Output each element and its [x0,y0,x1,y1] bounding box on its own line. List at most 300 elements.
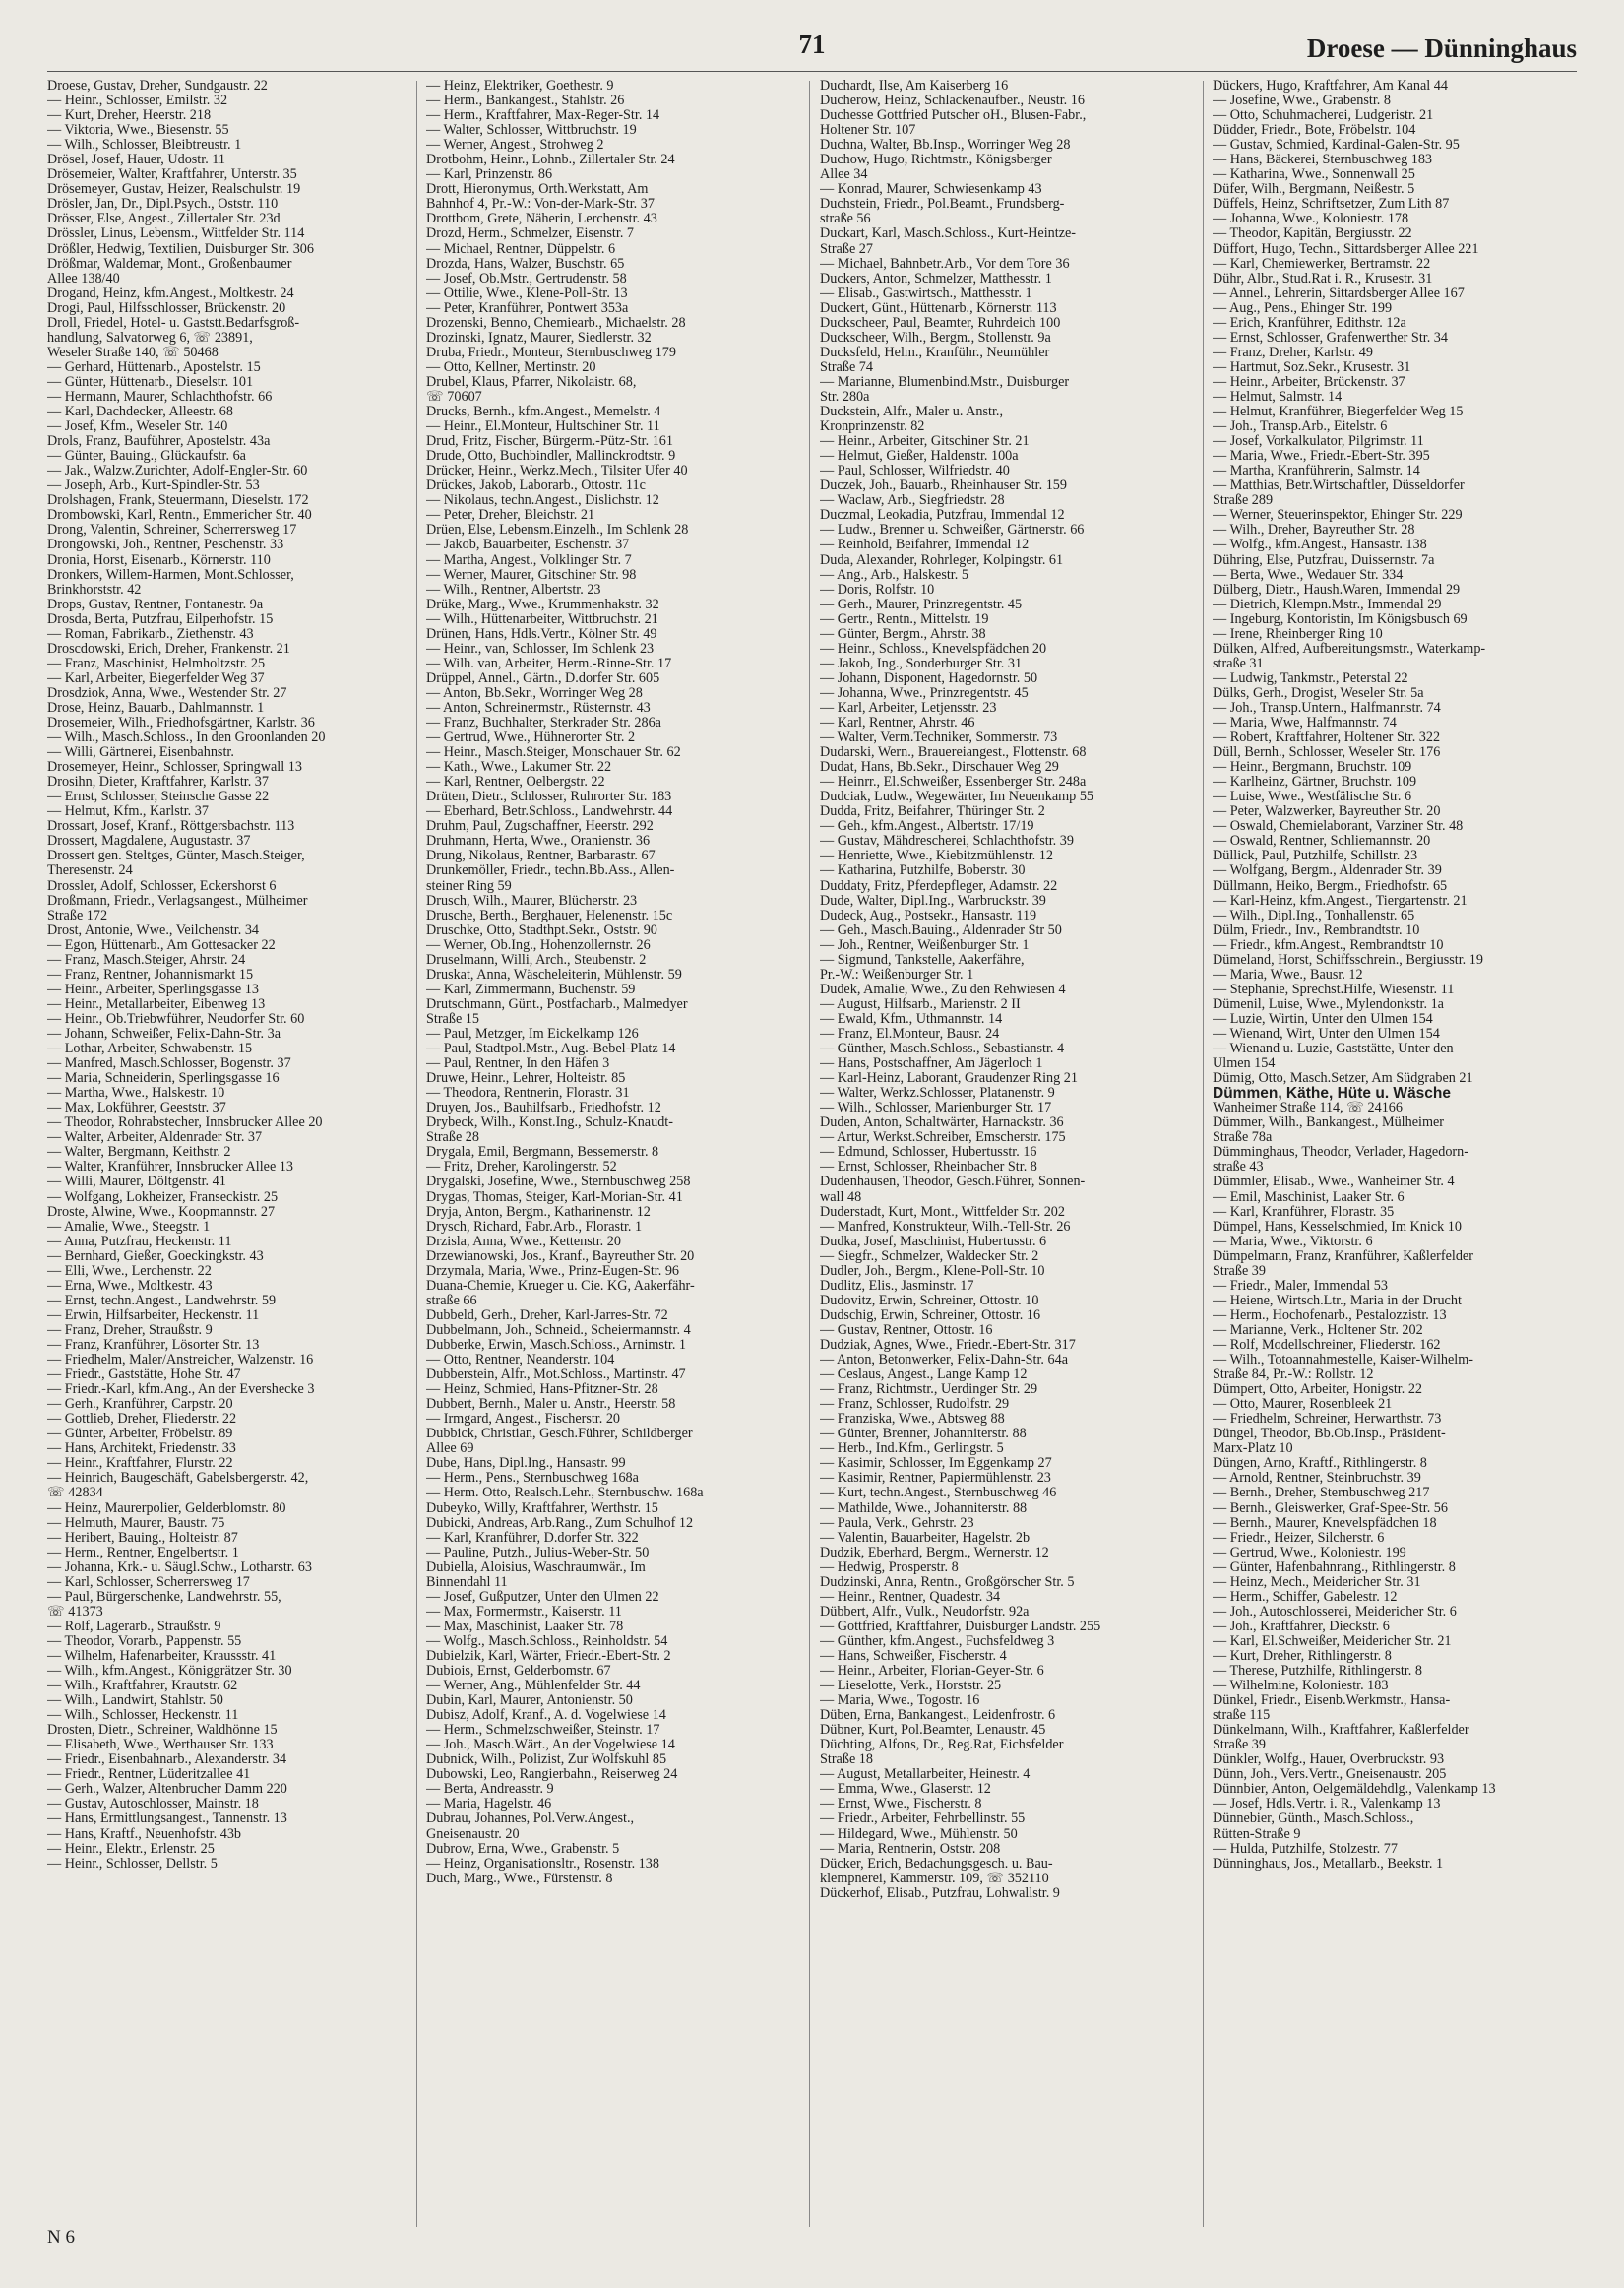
directory-entry: Dübbert, Alfr., Vulk., Neudorfstr. 92a [820,1603,1030,1620]
directory-entry: — Eberhard, Betr.Schloss., Landwehrstr. 44 [426,803,673,820]
directory-entry: — Robert, Kraftfahrer, Holtener Str. 322 [1213,730,1441,746]
directory-entry: — Heinr., Rentner, Quadestr. 34 [820,1588,1001,1605]
directory-entry: Ulmen 154 [1213,1055,1276,1072]
directory-entry: Dudzik, Eberhard, Bergm., Wernerstr. 12 [820,1544,1049,1560]
directory-entry: — Anton, Schreinermstr., Rüsternstr. 43 [426,699,651,716]
directory-entry: — Karl, Kranführer, D.dorfer Str. 322 [426,1529,639,1546]
directory-entry: — Pauline, Putzh., Julius-Weber-Str. 50 [426,1544,650,1560]
directory-entry: — Karl, Rentner, Ahrstr. 46 [820,715,975,731]
directory-entry: — Walter, Verm.Techniker, Sommerstr. 73 [820,730,1058,746]
directory-entry: Dücker, Erich, Bedachungsgesch. u. Bau- [820,1855,1053,1872]
directory-entry: Allee 138/40 [47,270,120,286]
directory-entry: — Peter, Walzwerker, Bayreuther Str. 20 [1213,803,1441,820]
directory-entry: Düben, Erna, Bankangest., Leidenfrostr. 6 [820,1707,1056,1724]
directory-entry: — Wilh., Dipl.Ing., Tonhallenstr. 65 [1213,907,1415,923]
directory-entry: Drunkemöller, Friedr., techn.Bb.Ass., Allen- [426,862,675,879]
directory-entry: — Heinr., Masch.Steiger, Monschauer Str. 62 [426,744,681,761]
directory-entry: Dubiois, Ernst, Gelderbomstr. 67 [426,1663,611,1680]
directory-column-4 [1213,79,1596,1872]
directory-entry: — Michael, Bahnbetr.Arb., Vor dem Tore 36 [820,255,1070,272]
directory-entry: — Ernst, Schlosser, Steinsche Gasse 22 [47,789,270,805]
directory-entry: — Heinz, Mech., Meidericher Str. 31 [1213,1573,1421,1590]
directory-entry: — Katharina, Wwe., Sonnenwall 25 [1213,166,1415,183]
directory-entry: — Heinrr., El.Schweißer, Essenberger Str. 248a [820,774,1087,791]
directory-entry: Drygala, Emil, Bergmann, Bessemerstr. 8 [426,1144,659,1161]
directory-entry: — Waclaw, Arb., Siegfriedstr. 28 [820,492,1005,509]
directory-entry: — Friedhelm, Schreiner, Herwarthstr. 73 [1213,1411,1442,1428]
header-rule [47,71,1577,72]
directory-entry: Drozd, Herm., Schmelzer, Eisenstr. 7 [426,225,635,242]
directory-entry: — Franz, Masch.Steiger, Ahrstr. 24 [47,951,246,968]
directory-entry: — Theodor, Vorarb., Pappenstr. 55 [47,1632,242,1649]
directory-entry: — Ernst, Schlosser, Rheinbacher Str. 8 [820,1159,1037,1176]
directory-entry: Dubowski, Leo, Rangierbahn., Reiserweg 24 [426,1766,678,1783]
directory-entry: Dudeck, Aug., Postsekr., Hansastr. 119 [820,907,1037,923]
directory-entry: — Karl, Zimmermann, Buchenstr. 59 [426,981,636,997]
directory-entry: steiner Ring 59 [426,877,512,894]
directory-entry: — Annel., Lehrerin, Sittardsberger Allee 167 [1213,285,1465,301]
directory-entry: — Gertr., Rentn., Mittelstr. 19 [820,610,989,627]
directory-entry: — Ewald, Kfm., Uthmannstr. 14 [820,1010,1003,1027]
directory-entry: Dünkelmann, Wilh., Kraftfahrer, Kaßlerfelder [1213,1722,1469,1739]
directory-entry: — Heinr., Schlosser, Emilstr. 32 [47,93,228,109]
directory-entry: Drubel, Klaus, Pfarrer, Nikolaistr. 68, [426,373,637,390]
directory-entry: Dudler, Joh., Bergm., Klene-Poll-Str. 10 [820,1262,1045,1279]
directory-entry: Drösemeyer, Gustav, Heizer, Realschulstr. 19 [47,181,301,198]
directory-entry: — Ceslaus, Angest., Lange Kamp 12 [820,1366,1028,1383]
directory-entry: Drotbohm, Heinr., Lohnb., Zillertaler Str. 24 [426,152,675,168]
directory-entry: Düllmann, Heiko, Bergm., Friedhofstr. 65 [1213,877,1448,894]
directory-entry: Drottbom, Grete, Näherin, Lerchenstr. 43 [426,211,657,227]
directory-entry: — Irmgard, Angest., Fischerstr. 20 [426,1411,621,1428]
directory-entry: — Joh., Kraftfahrer, Dieckstr. 6 [1213,1618,1390,1634]
directory-entry: — Rolf, Lagerarb., Straußstr. 9 [47,1618,221,1634]
directory-entry: — Friedr., Gaststätte, Hohe Str. 47 [47,1366,241,1383]
directory-entry: Dubrow, Erna, Wwe., Grabenstr. 5 [426,1840,620,1857]
directory-entry: Drösel, Josef, Hauer, Udostr. 11 [47,152,225,168]
directory-entry: — Heinr., Schlosser, Dellstr. 5 [47,1855,218,1872]
directory-entry: — Werner, Ob.Ing., Hohenzollernstr. 26 [426,936,651,953]
directory-entry: Holtener Str. 107 [820,122,916,139]
directory-entry: Droll, Friedel, Hotel- u. Gaststt.Bedarfsgroß- [47,314,300,331]
directory-entry: — Viktoria, Wwe., Biesenstr. 55 [47,122,229,139]
directory-entry: — Herm., Schiffer, Gabelestr. 12 [1213,1588,1398,1605]
directory-entry: Drosda, Berta, Putzfrau, Eilperhofstr. 15 [47,610,274,627]
directory-entry: — Werner, Maurer, Gitschiner Str. 98 [426,566,637,583]
directory-entry: Dubisz, Adolf, Kranf., A. d. Vogelwiese 14 [426,1707,666,1724]
directory-entry: Brinkhorststr. 42 [47,581,142,598]
directory-entry: Ducherow, Heinz, Schlackenaufber., Neustr. 16 [820,93,1085,109]
directory-entry: — Johanna, Wwe., Prinzregentstr. 45 [820,684,1029,701]
directory-entry: — Marianne, Verk., Holtener Str. 202 [1213,1321,1423,1338]
directory-entry: — Gottlieb, Dreher, Fliederstr. 22 [47,1411,237,1428]
directory-entry: Dühring, Else, Putzfrau, Duissernstr. 7a [1213,551,1435,568]
directory-entry: Dubbelmann, Joh., Schneid., Scheiermannstr. 4 [426,1321,691,1338]
directory-entry: Drößler, Hedwig, Textilien, Duisburger Str. 306 [47,240,314,257]
directory-entry: — Maria, Wwe., Togostr. 16 [820,1692,980,1709]
directory-entry: — Werner, Steuerinspektor, Ehinger Str. 229 [1213,507,1463,524]
directory-entry: — Walter, Arbeiter, Aldenrader Str. 37 [47,1129,263,1146]
directory-entry: — Kasimir, Rentner, Papiermühlenstr. 23 [820,1470,1051,1487]
directory-entry: Duckstein, Alfr., Maler u. Anstr., [820,404,1003,420]
directory-entry: — Doris, Rolfstr. 10 [820,581,935,598]
directory-entry: straße 43 [1213,1159,1264,1176]
directory-entry: Str. 280a [820,388,870,405]
directory-entry: Drüke, Marg., Wwe., Krummenhakstr. 32 [426,596,659,612]
directory-entry: — Lothar, Arbeiter, Schwabenstr. 15 [47,1041,253,1057]
directory-entry: Dubicki, Andreas, Arb.Rang., Zum Schulhof 12 [426,1514,694,1531]
directory-entry: Straße 15 [426,1010,479,1027]
directory-entry: ☏ 70607 [426,388,482,405]
directory-entry: Dülken, Alfred, Aufbereitungsmstr., Waterkamp- [1213,640,1486,657]
directory-entry: — August, Hilfsarb., Marienstr. 2 II [820,995,1021,1012]
directory-entry: Bahnhof 4, Pr.-W.: Von-der-Mark-Str. 37 [426,196,655,213]
directory-entry: — Josef, Kfm., Weseler Str. 140 [47,418,228,435]
directory-entry: Druhm, Paul, Zugschaffner, Heerstr. 292 [426,818,654,835]
directory-entry: — Erwin, Hilfsarbeiter, Heckenstr. 11 [47,1306,260,1323]
directory-entry: Dümig, Otto, Masch.Setzer, Am Südgraben 21 [1213,1070,1473,1087]
directory-entry: — Kasimir, Schlosser, Im Eggenkamp 27 [820,1455,1052,1472]
directory-entry: — Otto, Rentner, Neanderstr. 104 [426,1352,615,1368]
directory-entry: — Gustav, Autoschlosser, Mainstr. 18 [47,1796,259,1812]
directory-entry: — Herb., Ind.Kfm., Gerlingstr. 5 [820,1440,1004,1457]
directory-entry: Dülm, Friedr., Inv., Rembrandtstr. 10 [1213,922,1420,938]
directory-entry: — Roman, Fabrikarb., Ziethenstr. 43 [47,625,254,642]
directory-entry: Drossart, Josef, Kranf., Röttgersbachstr. 113 [47,818,295,835]
directory-entry: Dümpel, Hans, Kesselschmied, Im Knick 10 [1213,1218,1462,1235]
directory-entry: Allee 69 [426,1440,474,1457]
directory-entry: — Erna, Wwe., Moltkestr. 43 [47,1277,213,1294]
directory-entry: — Jakob, Bauarbeiter, Eschenstr. 37 [426,537,630,553]
directory-entry: Duda, Alexander, Rohrleger, Kolpingstr. 61 [820,551,1064,568]
directory-entry: Drösler, Jan, Dr., Dipl.Psych., Oststr. 110 [47,196,279,213]
directory-entry: — Siegfr., Schmelzer, Waldecker Str. 2 [820,1247,1039,1264]
directory-entry: — Günter, Brenner, Johanniterstr. 88 [820,1426,1027,1442]
directory-entry: — Heinz, Elektriker, Goethestr. 9 [426,79,614,94]
directory-entry: — Konrad, Maurer, Schwiesenkamp 43 [820,181,1042,198]
directory-entry: Dudenhausen, Theodor, Gesch.Führer, Sonnen- [820,1174,1086,1190]
directory-entry: Dückers, Hugo, Kraftfahrer, Am Kanal 44 [1213,79,1448,94]
directory-entry: Dudziak, Agnes, Wwe., Friedr.-Ebert-Str. 317 [820,1336,1076,1353]
directory-entry: — Karl, Dachdecker, Alleestr. 68 [47,404,233,420]
directory-entry: Duczek, Joh., Bauarb., Rheinhauser Str. 159 [820,477,1067,494]
directory-entry: — Rolf, Modellschreiner, Fliederstr. 162 [1213,1336,1441,1353]
directory-entry: — Heinr., Arbeiter, Brückenstr. 37 [1213,373,1405,390]
directory-entry: Dudda, Fritz, Beifahrer, Thüringer Str. 2 [820,803,1045,820]
directory-entry: — Heinrich, Baugeschäft, Gabelsbergerstr. 42, [47,1470,309,1487]
directory-entry: Duana-Chemie, Krueger u. Cie. KG, Aakerfähr- [426,1277,695,1294]
directory-entry: straße 31 [1213,655,1264,671]
directory-entry: Druhmann, Herta, Wwe., Oranienstr. 36 [426,833,651,850]
directory-entry: Dubbert, Bernh., Maler u. Anstr., Heerstr. 58 [426,1396,676,1413]
directory-entry: Düdder, Friedr., Bote, Fröbelstr. 104 [1213,122,1416,139]
directory-entry: Drops, Gustav, Rentner, Fontanestr. 9a [47,596,264,612]
directory-entry: Dudat, Hans, Bb.Sekr., Dirschauer Weg 29 [820,759,1059,776]
directory-entry: — Wolfgang, Bergm., Aldenrader Str. 39 [1213,862,1442,879]
directory-entry: ☏ 42834 [47,1485,103,1501]
directory-entry: Dülberg, Dietr., Haush.Waren, Immendal 29 [1213,581,1461,598]
directory-entry: — Matthias, Betr.Wirtschaftler, Düsseldorfer [1213,477,1465,494]
directory-entry: — Joh., Transp.Untern., Halfmannstr. 74 [1213,699,1441,716]
directory-entry: — Friedr., Arbeiter, Fehrbellinstr. 55 [820,1811,1026,1827]
directory-entry: — Anton, Betonwerker, Felix-Dahn-Str. 64a [820,1352,1069,1368]
directory-entry: Dünnebier, Günth., Masch.Schloss., [1213,1811,1414,1827]
directory-entry: handlung, Salvatorweg 6, ☏ 23891, [47,329,253,346]
directory-entry: — Wolfg., kfm.Angest., Hansastr. 138 [1213,537,1427,553]
directory-entry: Dube, Hans, Dipl.Ing., Hansastr. 99 [426,1455,626,1472]
directory-entry: — Helmuth, Maurer, Baustr. 75 [47,1514,225,1531]
directory-entry: Dubeyko, Willy, Kraftfahrer, Werthstr. 15 [426,1499,658,1516]
directory-entry: — Paul, Schlosser, Wilfriedstr. 40 [820,463,1010,479]
directory-entry: — Franz, Dreher, Straußstr. 9 [47,1321,213,1338]
directory-entry: — Lieselotte, Verk., Horststr. 25 [820,1678,1002,1694]
directory-entry: — Kurt, techn.Angest., Sternbuschweg 46 [820,1485,1057,1501]
directory-entry: Theresenstr. 24 [47,862,133,879]
directory-entry: — Irene, Rheinberger Ring 10 [1213,625,1383,642]
directory-entry: — Heinz, Maurerpolier, Gelderblomstr. 80 [47,1499,286,1516]
directory-entry: Duchardt, Ilse, Am Kaiserberg 16 [820,79,1009,94]
directory-entry: — Heinr., Arbeiter, Florian-Geyer-Str. 6 [820,1663,1044,1680]
directory-entry: Dümmer, Wilh., Bankangest., Mülheimer [1213,1114,1445,1131]
directory-entry: — Wolfgang, Lokheizer, Franseckistr. 25 [47,1188,279,1205]
directory-entry: — Nikolaus, techn.Angest., Dislichstr. 12 [426,492,659,509]
directory-entry: — Hildegard, Wwe., Mühlenstr. 50 [820,1825,1018,1842]
directory-entry: — Günter, Hafenbahnrang., Rithlingerstr. 8 [1213,1558,1456,1575]
directory-entry: Droßmann, Friedr., Verlagsangest., Mülheimer [47,892,308,909]
directory-entry: — Paul, Bürgerschenke, Landwehrstr. 55, [47,1588,281,1605]
directory-entry: — Elli, Wwe., Lerchenstr. 22 [47,1262,212,1279]
directory-entry: — Peter, Dreher, Bleichstr. 21 [426,507,595,524]
directory-entry: Weseler Straße 140, ☏ 50468 [47,344,219,360]
directory-entry: — Jakob, Ing., Sonderburger Str. 31 [820,655,1023,671]
directory-entry: Dübner, Kurt, Pol.Beamter, Lenaustr. 45 [820,1722,1046,1739]
directory-entry: Marx-Platz 10 [1213,1440,1293,1457]
directory-entry: Duderstadt, Kurt, Mont., Wittfelder Str. 202 [820,1203,1065,1220]
directory-entry: — Maria, Hagelstr. 46 [426,1796,552,1812]
directory-entry: — Paula, Verk., Gehrstr. 23 [820,1514,974,1531]
directory-entry: — Manfred, Masch.Schlosser, Bogenstr. 37 [47,1055,291,1072]
directory-entry: Dülks, Gerh., Drogist, Weseler Str. 5a [1213,684,1424,701]
directory-entry: Drusch, Wilh., Maurer, Blücherstr. 23 [426,892,638,909]
directory-entry: Duchstein, Friedr., Pol.Beamt., Frundsberg- [820,196,1065,213]
directory-entry: — Joseph, Arb., Kurt-Spindler-Str. 53 [47,477,260,494]
directory-entry: — Sigmund, Tankstelle, Aakerfähre, [820,951,1025,968]
directory-entry: — Johann, Schweißer, Felix-Dahn-Str. 3a [47,1026,281,1042]
directory-entry: — Peter, Kranführer, Pontwert 353a [426,299,629,316]
directory-entry: — Ludwig, Tankmstr., Peterstal 22 [1213,669,1408,686]
directory-entry: Drüppel, Annel., Gärtn., D.dorfer Str. 605 [426,669,660,686]
directory-entry: Drygalski, Josefine, Wwe., Sternbuschweg 258 [426,1174,691,1190]
directory-entry: Dühr, Albr., Stud.Rat i. R., Krusestr. 31 [1213,270,1433,286]
directory-entry: Dubbick, Christian, Gesch.Führer, Schildberger [426,1426,693,1442]
directory-entry: Drozinski, Ignatz, Maurer, Siedlerstr. 32 [426,329,652,346]
directory-entry: — Wilh., Hüttenarbeiter, Wittbruchstr. 21 [426,610,658,627]
directory-entry: — Günther, kfm.Angest., Fuchsfeldweg 3 [820,1632,1055,1649]
directory-entry: — Fritz, Dreher, Karolingerstr. 52 [426,1159,617,1176]
directory-entry: — Karlheinz, Gärtner, Bruchstr. 109 [1213,774,1417,791]
directory-entry: Drude, Otto, Buchbindler, Mallinckrodtstr. 9 [426,448,676,465]
directory-entry: — Karl, Prinzenstr. 86 [426,166,553,183]
directory-entry: straße 66 [426,1292,477,1308]
directory-entry: — Hermann, Maurer, Schlachthofstr. 66 [47,388,273,405]
directory-entry: Straße 39 [1213,1737,1266,1753]
directory-entry: Druyen, Jos., Bauhilfsarb., Friedhofstr. 12 [426,1100,661,1116]
directory-entry: Duchesse Gottfried Putscher oH., Blusen-Fabr., [820,107,1087,124]
directory-entry: Drücker, Heinr., Werkz.Mech., Tilsiter Ufer 40 [426,463,688,479]
directory-entry: Kronprinzenstr. 82 [820,418,925,435]
directory-entry: Duden, Anton, Schaltwärter, Harnackstr. 36 [820,1114,1064,1131]
directory-entry: — Bernh., Gleiswerker, Graf-Spee-Str. 56 [1213,1499,1448,1516]
directory-entry: Droese, Gustav, Dreher, Sundgaustr. 22 [47,79,268,94]
directory-entry: — Berta, Wwe., Wedauer Str. 334 [1213,566,1404,583]
directory-entry: Straße 27 [820,240,873,257]
directory-entry: — Günter, Bergm., Ahrstr. 38 [820,625,986,642]
directory-entry: Drossert gen. Steltges, Günter, Masch.Steiger, [47,848,305,864]
directory-entry: — Herm., Kraftfahrer, Max-Reger-Str. 14 [426,107,660,124]
directory-entry: — Günter, Arbeiter, Fröbelstr. 89 [47,1426,233,1442]
directory-entry: — Jak., Walzw.Zurichter, Adolf-Engler-Str. 60 [47,463,308,479]
directory-entry: — Heinr., El.Monteur, Hultschiner Str. 11 [426,418,660,435]
directory-entry: — Kath., Wwe., Lakumer Str. 22 [426,759,612,776]
directory-entry: — Günter, Bauing., Glückaufstr. 6a [47,448,246,465]
directory-entry: Drud, Fritz, Fischer, Bürgerm.-Pütz-Str. 161 [426,433,673,450]
directory-entry: — Hedwig, Prosperstr. 8 [820,1558,959,1575]
directory-entry: — Herm., Hochofenarb., Pestalozzistr. 13 [1213,1306,1447,1323]
directory-entry: Drozda, Hans, Walzer, Buschstr. 65 [426,255,625,272]
directory-entry: wall 48 [820,1188,862,1205]
directory-entry: Dudarski, Wern., Brauereiangest., Flottenstr. 68 [820,744,1087,761]
directory-entry: — Heinz, Schmied, Hans-Pfitzner-Str. 28 [426,1381,658,1398]
directory-entry: Drutschmann, Günt., Postfacharb., Malmedyer [426,995,688,1012]
directory-entry: — Wilh. van, Arbeiter, Herm.-Rinne-Str. 17 [426,655,672,671]
directory-entry: — Edmund, Schlosser, Hubertusstr. 16 [820,1144,1037,1161]
directory-entry: — Katharina, Putzhilfe, Boberstr. 30 [820,862,1026,879]
directory-entry: Duddaty, Fritz, Pferdepfleger, Adamstr. 22 [820,877,1058,894]
directory-entry: — Hans, Architekt, Friedenstr. 33 [47,1440,236,1457]
directory-entry: — Günter, Hüttenarb., Dieselstr. 101 [47,373,254,390]
directory-entry: — Helmut, Kranführer, Biegerfelder Weg 15 [1213,404,1464,420]
directory-entry: Drosihn, Dieter, Kraftfahrer, Karlstr. 37 [47,774,269,791]
page-number: 71 [798,30,826,59]
directory-entry: — Josef, Ob.Mstr., Gertrudenstr. 58 [426,270,627,286]
directory-entry: — Heinr., Schloss., Knevelspfädchen 20 [820,640,1047,657]
directory-entry: Straße 74 [820,358,873,375]
directory-entry: — Wilh., Schlosser, Marienburger Str. 17 [820,1100,1052,1116]
directory-entry: — Artur, Werkst.Schreiber, Emscherstr. 175 [820,1129,1066,1146]
directory-entry: Drossert, Magdalene, Augustastr. 37 [47,833,251,850]
directory-entry: Drückes, Jakob, Laborarb., Ottostr. 11c [426,477,646,494]
directory-entry: — Walter, Kranführer, Innsbrucker Allee 13 [47,1159,293,1176]
directory-entry: — Heinr., Elektr., Erlenstr. 25 [47,1840,215,1857]
directory-entry: — Dietrich, Klempn.Mstr., Immendal 29 [1213,596,1442,612]
directory-entry: — Walter, Bergmann, Keithstr. 2 [47,1144,231,1161]
directory-entry: Drott, Hieronymus, Orth.Werkstatt, Am [426,181,649,198]
directory-entry: — Martha, Kranführerin, Salmstr. 14 [1213,463,1420,479]
directory-entry: Drossler, Adolf, Schlosser, Eckershorst 6 [47,877,277,894]
directory-entry: — Willi, Maurer, Döltgenstr. 41 [47,1174,226,1190]
directory-entry: Drünen, Hans, Hdls.Vertr., Kölner Str. 49 [426,625,657,642]
directory-entry: — Bernh., Dreher, Sternbuschweg 217 [1213,1485,1430,1501]
directory-entry: — Heinr., Ob.Triebwführer, Neudorfer Str. 60 [47,1010,305,1027]
directory-entry: — August, Metallarbeiter, Heinestr. 4 [820,1766,1031,1783]
directory-entry: Drüten, Dietr., Schlosser, Ruhrorter Str. 183 [426,789,672,805]
directory-entry: Dude, Walter, Dipl.Ing., Warbruckstr. 39 [820,892,1046,909]
directory-entry: — Franz, Dreher, Karlstr. 49 [1213,344,1373,360]
directory-entry: — Karl, Schlosser, Scherrersweg 17 [47,1573,250,1590]
directory-entry: — Gertrud, Wwe., Hühnerorter Str. 2 [426,730,636,746]
directory-entry: — Wilh., Schlosser, Bleibtreustr. 1 [47,137,242,154]
directory-entry: Dümeland, Horst, Schiffsschrein., Bergiusstr. 19 [1213,951,1483,968]
directory-entry: — Max, Lokführer, Geeststr. 37 [47,1100,226,1116]
directory-entry: Duckert, Günt., Hüttenarb., Körnerstr. 113 [820,299,1057,316]
directory-entry: Drols, Franz, Bauführer, Apostelstr. 43a [47,433,271,450]
directory-entry: — Karl, Arbeiter, Biegerfelder Weg 37 [47,669,265,686]
directory-entry: — Wilhelmine, Koloniestr. 183 [1213,1678,1389,1694]
directory-entry: Duchna, Walter, Bb.Insp., Worringer Weg 28 [820,137,1071,154]
directory-entry: — Gustav, Schmied, Kardinal-Galen-Str. 95 [1213,137,1460,154]
directory-entry: Druwe, Heinr., Lehrer, Holteistr. 85 [426,1070,626,1087]
directory-entry: — Friedr., Eisenbahnarb., Alexanderstr. 34 [47,1751,287,1768]
directory-entry: — Gustav, Mähdrescherei, Schlachthofstr. 39 [820,833,1074,850]
directory-entry: — Anton, Bb.Sekr., Worringer Weg 28 [426,684,643,701]
directory-entry: Drosemeyer, Heinr., Schlosser, Springwall 13 [47,759,302,776]
directory-entry: Drosten, Dietr., Schreiner, Waldhönne 15 [47,1722,278,1739]
directory-entry: — Martha, Angest., Volklinger Str. 7 [426,551,632,568]
directory-entry: Dudzinski, Anna, Rentn., Großgörscher Str. 5 [820,1573,1075,1590]
directory-entry: — Max, Maschinist, Laaker Str. 78 [426,1618,624,1634]
directory-entry: — Friedr.-Karl, kfm.Ang., An der Evershecke 3 [47,1381,315,1398]
directory-entry: Drucks, Bernh., kfm.Angest., Memelstr. 4 [426,404,661,420]
directory-entry: — Heinr., Arbeiter, Gitschiner Str. 21 [820,433,1030,450]
directory-entry: — Henriette, Wwe., Kiebitzmühlenstr. 12 [820,848,1053,864]
directory-entry: — Joh., Autoschlosserei, Meidericher Str. 6 [1213,1603,1457,1620]
directory-entry: — Karl, Arbeiter, Letjensstr. 23 [820,699,997,716]
directory-entry: — Elisabeth, Wwe., Werthauser Str. 133 [47,1737,274,1753]
directory-entry: — Wilh., kfm.Angest., Königgrätzer Str. 30 [47,1663,292,1680]
directory-entry: Duckscheer, Wilh., Bergm., Stollenstr. 9a [820,329,1051,346]
directory-entry: — Heinr., Metallarbeiter, Eibenweg 13 [47,995,266,1012]
directory-entry: straße 56 [820,211,871,227]
directory-entry: — Hans, Kraftf., Neuenhofstr. 43b [47,1825,242,1842]
directory-entry: — Hans, Postschaffner, Am Jägerloch 1 [820,1055,1043,1072]
directory-entry: Drogand, Heinz, kfm.Angest., Moltkestr. 24 [47,285,294,301]
directory-entry: — Karl, Kranführer, Florastr. 35 [1213,1203,1395,1220]
directory-entry: Straße 18 [820,1751,873,1768]
directory-entry: — Therese, Putzhilfe, Rithlingerstr. 8 [1213,1663,1422,1680]
directory-entry: — Heinr., van, Schlosser, Im Schlenk 23 [426,640,655,657]
directory-entry: Droste, Alwine, Wwe., Koopmannstr. 27 [47,1203,276,1220]
directory-entry: — Hans, Ermittlungsangest., Tannenstr. 13 [47,1811,287,1827]
directory-entry: — Johann, Disponent, Hagedornstr. 50 [820,669,1038,686]
directory-entry: — Herm. Otto, Realsch.Lehr., Sternbuschw. 168a [426,1485,704,1501]
directory-entry: Duckscheer, Paul, Beamter, Ruhrdeich 100 [820,314,1061,331]
directory-entry: — Gerh., Kranführer, Carpstr. 20 [47,1396,233,1413]
directory-entry: — Wilh., Dreher, Bayreuther Str. 28 [1213,522,1415,539]
sheet-signature: N 6 [47,2227,75,2248]
directory-entry: Druschke, Otto, Stadthpt.Sekr., Oststr. 90 [426,922,657,938]
directory-entry: — Josef, Hdls.Vertr. i. R., Valenkamp 13 [1213,1796,1441,1812]
directory-entry: — Werner, Ang., Mühlenfelder Str. 44 [426,1678,641,1694]
directory-entry: — Hans, Bäckerei, Sternbuschweg 183 [1213,152,1433,168]
directory-entry: Drösemeier, Walter, Kraftfahrer, Unterstr. 35 [47,166,297,183]
directory-entry: Dünkel, Friedr., Eisenb.Werkmstr., Hansa- [1213,1692,1451,1709]
directory-entry: — Karl, Chemiewerker, Bertramstr. 22 [1213,255,1431,272]
directory-entry: Dubbeld, Gerh., Dreher, Karl-Jarres-Str. 72 [426,1306,668,1323]
directory-entry: Düngen, Arno, Kraftf., Rithlingerstr. 8 [1213,1455,1427,1472]
directory-entry: — Theodor, Kapitän, Bergiusstr. 22 [1213,225,1412,242]
directory-entry: — Heinr., Kraftfahrer, Flurstr. 22 [47,1455,233,1472]
directory-entry: — Paul, Metzger, Im Eickelkamp 126 [426,1026,639,1042]
